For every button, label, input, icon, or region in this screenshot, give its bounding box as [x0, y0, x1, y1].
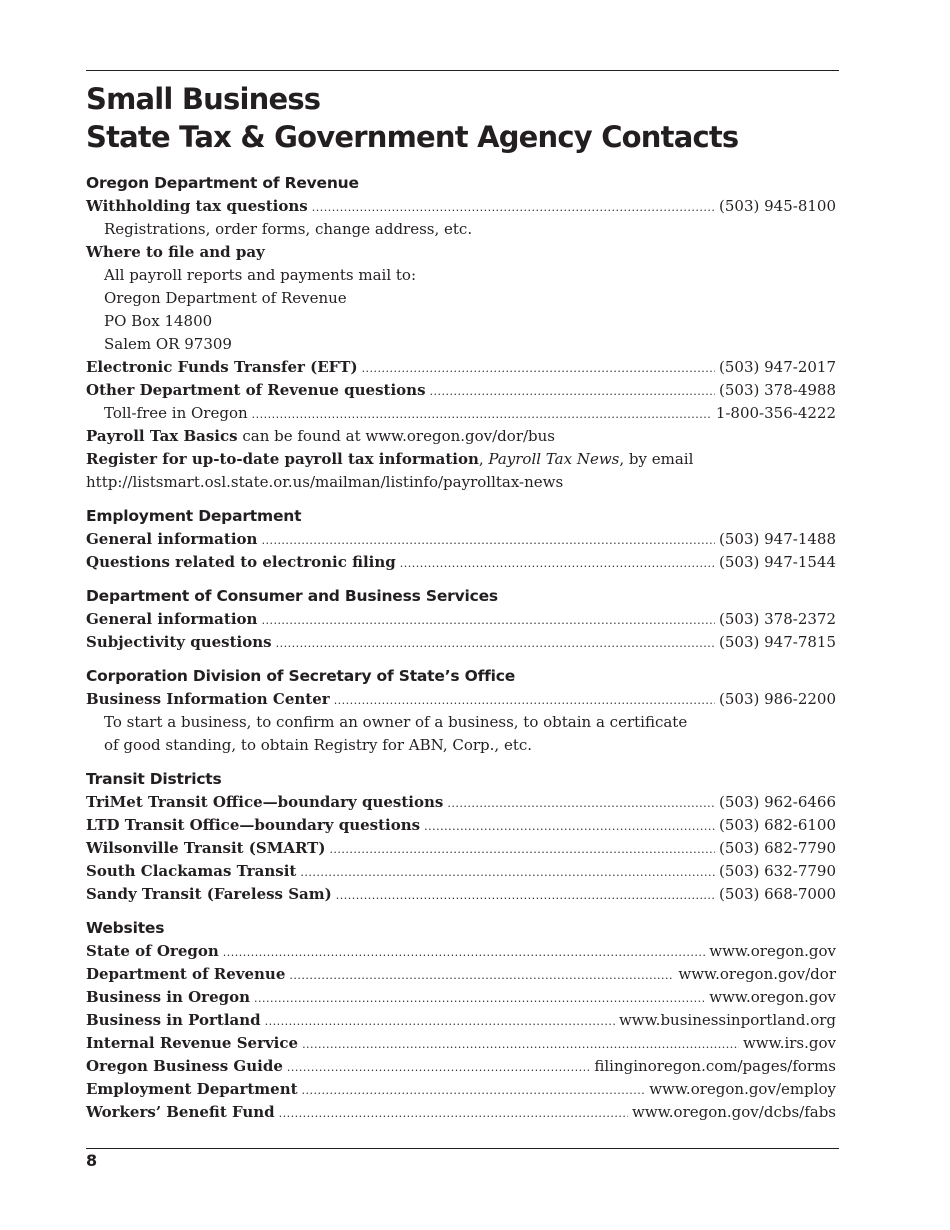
website-row	[86, 1101, 836, 1124]
contact-label: Toll-free in Oregon	[104, 404, 248, 422]
dot-leader	[329, 838, 715, 861]
contact-row	[86, 814, 836, 837]
website-label: Internal Revenue Service	[86, 1034, 299, 1052]
payroll-basics-label: Payroll Tax Basics	[86, 427, 238, 445]
contact-row	[86, 551, 836, 574]
contact-phone: (503) 947-7815	[719, 633, 836, 651]
register-publication: Payroll Tax News	[488, 450, 620, 468]
dot-leader	[289, 964, 674, 987]
website-label: Oregon Business Guide	[86, 1057, 283, 1075]
website-label: Department of Revenue	[86, 965, 286, 983]
dot-leader	[276, 632, 715, 655]
contact-label: TriMet Transit Office—boundary questions	[86, 793, 444, 811]
page-title	[86, 80, 846, 156]
dot-leader	[336, 884, 715, 907]
contact-phone: (503) 962-6466	[719, 793, 836, 811]
contact-note: To start a business, to confirm an owner of a business, to obtain a certificate	[104, 713, 688, 731]
website-row	[86, 1009, 836, 1032]
contact-phone: (503) 947-1488	[719, 530, 836, 548]
website-label: Employment Department	[86, 1080, 298, 1098]
dot-leader	[223, 941, 705, 964]
website-row	[86, 1055, 836, 1078]
section-heading-revenue: Oregon Department of Revenue	[86, 174, 359, 192]
contact-phone: (503) 378-4988	[719, 381, 836, 399]
dot-leader	[302, 1033, 739, 1056]
contact-phone: 1-800-356-4222	[715, 404, 836, 422]
contact-label: Wilsonville Transit (SMART)	[86, 839, 326, 857]
dot-leader	[312, 196, 715, 219]
contact-row	[86, 379, 836, 402]
dot-leader	[302, 1079, 646, 1102]
register-line	[86, 448, 836, 471]
top-rule	[86, 70, 839, 71]
contact-phone: (503) 947-2017	[719, 358, 836, 376]
contact-label: Electronic Funds Transfer (EFT)	[86, 358, 358, 376]
contact-row	[86, 528, 836, 551]
payroll-basics-text: can be found at www.oregon.gov/dor/bus	[237, 427, 556, 445]
contact-row	[86, 688, 836, 711]
address-line: All payroll reports and payments mail to:	[104, 266, 417, 284]
contact-label: Other Department of Revenue questions	[86, 381, 426, 399]
website-label: Workers’ Benefit Fund	[86, 1103, 275, 1121]
contacts-content	[86, 172, 836, 1124]
dot-leader	[252, 403, 712, 426]
contact-phone: (503) 947-1544	[719, 553, 836, 571]
page-number: 8	[86, 1151, 98, 1170]
contact-label: General information	[86, 530, 258, 548]
section-heading-consumer: Department of Consumer and Business Services	[86, 587, 498, 605]
dot-leader	[287, 1056, 591, 1079]
dot-leader	[254, 987, 705, 1010]
website-url[interactable]: www.oregon.gov	[709, 942, 836, 960]
contact-label: Withholding tax questions	[86, 197, 308, 215]
dot-leader	[334, 689, 715, 712]
payroll-basics-line	[86, 425, 836, 448]
website-url[interactable]: www.irs.gov	[742, 1034, 836, 1052]
contact-phone: (503) 668-7000	[719, 885, 836, 903]
contact-row	[86, 608, 836, 631]
contact-phone: (503) 986-2200	[719, 690, 836, 708]
website-row	[86, 963, 836, 986]
section-heading-transit: Transit Districts	[86, 770, 222, 788]
website-url[interactable]: www.oregon.gov/employ	[649, 1080, 836, 1098]
website-label: Business in Portland	[86, 1011, 261, 1029]
website-url[interactable]: filinginoregon.com/pages/forms	[594, 1057, 836, 1075]
contact-row	[86, 195, 836, 218]
contact-phone: (503) 682-6100	[719, 816, 836, 834]
dot-leader	[447, 792, 715, 815]
dot-leader	[424, 815, 715, 838]
website-row	[86, 986, 836, 1009]
register-url: http://listsmart.osl.state.or.us/mailman/listinfo/payrolltax-news	[86, 473, 564, 491]
contact-row	[86, 791, 836, 814]
contact-label: Questions related to electronic filing	[86, 553, 396, 571]
contact-row	[86, 860, 836, 883]
contact-note: Registrations, order forms, change address, etc.	[104, 220, 473, 238]
website-row	[86, 940, 836, 963]
contact-phone: (503) 378-2372	[719, 610, 836, 628]
website-url[interactable]: www.oregon.gov	[709, 988, 836, 1006]
website-row	[86, 1032, 836, 1055]
contact-row	[86, 883, 836, 906]
website-label: State of Oregon	[86, 942, 219, 960]
contact-label: Sandy Transit (Fareless Sam)	[86, 885, 332, 903]
contact-label: Business Information Center	[86, 690, 330, 708]
contact-row	[86, 837, 836, 860]
dot-leader	[265, 1010, 615, 1033]
website-url[interactable]: www.businessinportland.org	[618, 1011, 836, 1029]
address-line: Salem OR 97309	[104, 335, 232, 353]
dot-leader	[261, 529, 715, 552]
address-line: Oregon Department of Revenue	[104, 289, 347, 307]
title-line-2: State Tax & Government Agency Contacts	[86, 120, 739, 154]
website-url[interactable]: www.oregon.gov/dor	[678, 965, 836, 983]
contact-label: South Clackamas Transit	[86, 862, 297, 880]
section-heading-employment: Employment Department	[86, 507, 302, 525]
contact-label: General information	[86, 610, 258, 628]
dot-leader	[279, 1102, 628, 1125]
contact-phone: (503) 682-7790	[719, 839, 836, 857]
website-url[interactable]: www.oregon.gov/dcbs/fabs	[632, 1103, 836, 1121]
contact-row	[86, 631, 836, 654]
contact-note: of good standing, to obtain Registry for ABN, Corp., etc.	[104, 736, 533, 754]
website-label: Business in Oregon	[86, 988, 251, 1006]
title-line-1: Small Business	[86, 82, 321, 116]
dot-leader	[261, 609, 715, 632]
where-to-file-label: Where to file and pay	[86, 243, 265, 261]
section-heading-corporation: Corporation Division of Secretary of State’s Office	[86, 667, 516, 685]
contact-row	[86, 402, 836, 425]
address-line: PO Box 14800	[104, 312, 213, 330]
contact-label: Subjectivity questions	[86, 633, 272, 651]
dot-leader	[400, 552, 715, 575]
contact-phone: (503) 945-8100	[719, 197, 836, 215]
dot-leader	[300, 861, 715, 884]
bottom-rule	[86, 1148, 839, 1149]
section-heading-websites: Websites	[86, 919, 165, 937]
contact-row	[86, 356, 836, 379]
contact-phone: (503) 632-7790	[719, 862, 836, 880]
contact-label: LTD Transit Office—boundary questions	[86, 816, 421, 834]
dot-leader	[362, 357, 715, 380]
register-tail: , by email	[619, 450, 694, 468]
register-label: Register for up-to-date payroll tax information	[86, 450, 479, 468]
register-comma: ,	[478, 450, 489, 468]
dot-leader	[430, 380, 715, 403]
website-row	[86, 1078, 836, 1101]
